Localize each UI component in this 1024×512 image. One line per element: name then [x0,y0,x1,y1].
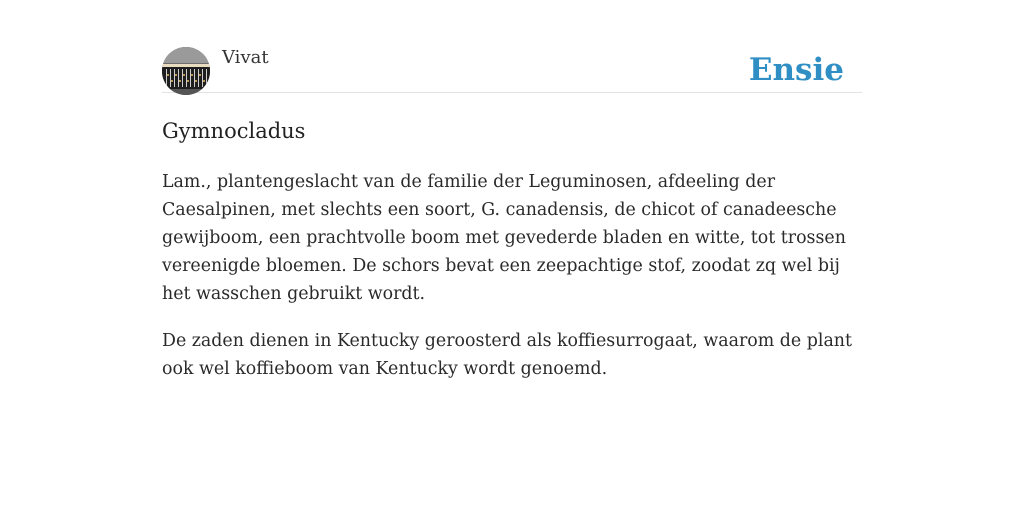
article-title: Gymnocladus [162,119,306,143]
book-spines-avatar-icon [162,47,210,95]
source-name[interactable]: Vivat [222,47,269,68]
article-paragraph: Lam., plantengeslacht van de familie der Leguminosen, afdeeling der Caesalpinen, met slechts een soort, G. canadensis, de chicot of canadeesche gewijboom, een prachtvolle boom met gevederde bladen en witte, tot trossen vereenigde bloemen. De schors bevat een zeepachtige stof, zoodat zq wel bij het wasschen gebruikt wordt. [162,172,846,304]
header [162,46,862,93]
avatar[interactable] [162,47,210,95]
article-paragraph: De zaden dienen in Kentucky geroosterd als koffiesurrogaat, waarom de plant ook wel koffieboom van Kentucky wordt genoemd. [162,331,852,379]
ensie-logo[interactable]: Ensie [748,52,844,88]
article-body [162,168,862,402]
